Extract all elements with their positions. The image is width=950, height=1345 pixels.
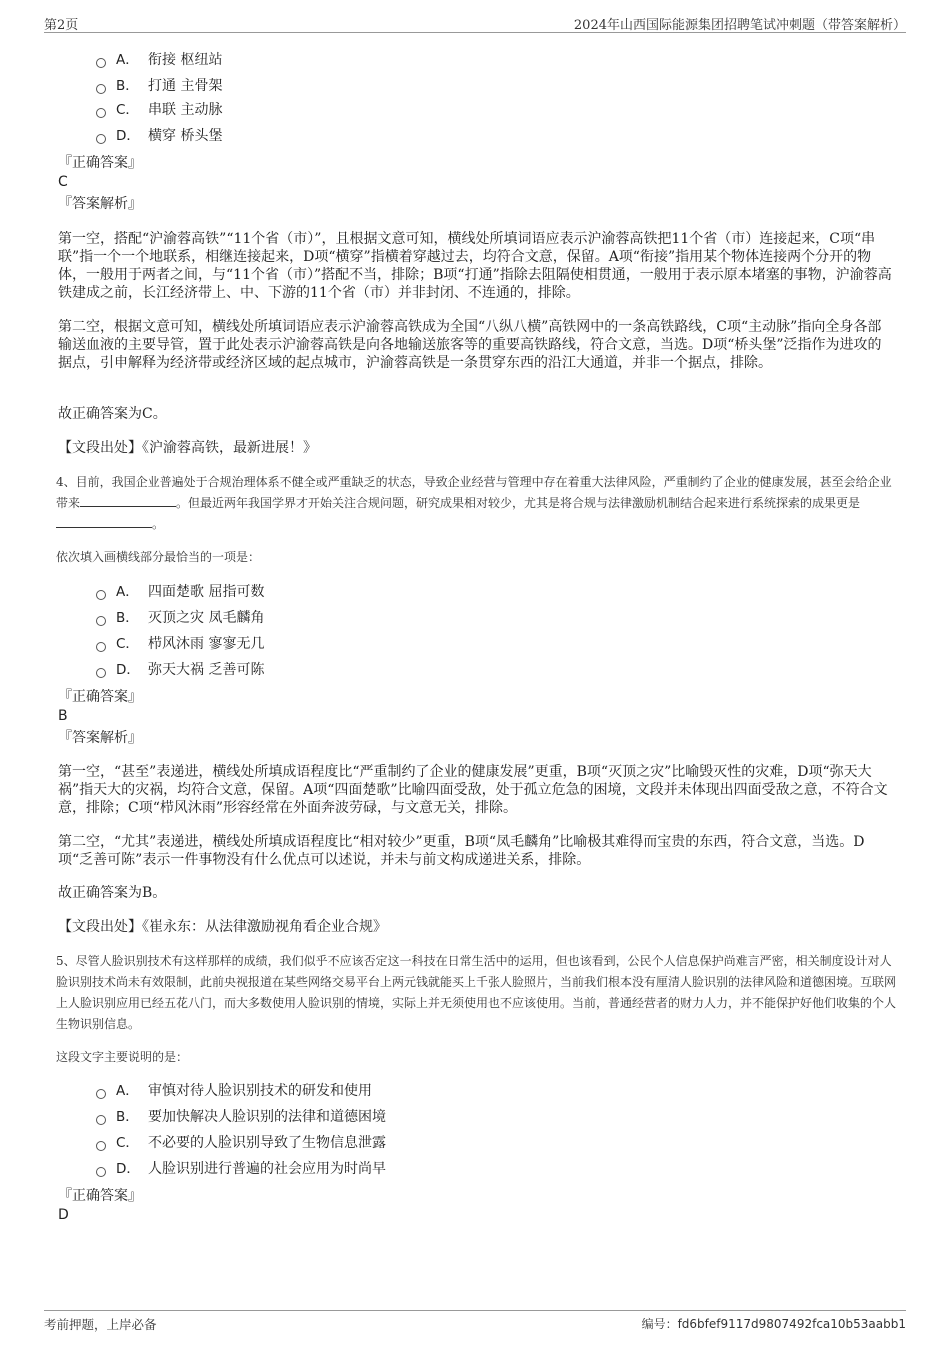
blank-line xyxy=(80,495,176,507)
radio-icon[interactable] xyxy=(96,84,106,94)
q5-answer: D xyxy=(58,1207,69,1223)
q4-answer: B xyxy=(58,708,68,724)
q3-option-c[interactable]: C． 串联 主动脉 xyxy=(96,100,222,120)
q5-option-d[interactable]: D． 人脸识别进行普遍的社会应用为时尚早 xyxy=(96,1159,386,1179)
q3-option-a[interactable]: A． 衔接 枢纽站 xyxy=(96,50,222,70)
q5-prompt: 这段文字主要说明的是： xyxy=(56,1050,189,1064)
radio-icon[interactable] xyxy=(96,616,106,626)
document-id: 编号：fd6bfef9117d9807492fca10b53aabb1 xyxy=(641,1317,906,1331)
q3-analysis-para-2: 第二空，根据文意可知，横线处所填词语应表示沪渝蓉高铁成为全国“八纵八横”高铁网中的一条高铁路线，C项“主动脉”指向全身各部输送血液的主要导管，置于此处表示沪渝蓉高铁是向各地输送旅客等的重要高铁路线，符合文意，当选。D项“桥头堡”泛指作为进攻的据点，引申解释为经济带或经济区域的起点城市，沪渝蓉高铁是一条贯穿东西的沿江大通道，并非一个据点，排除。 xyxy=(58,319,882,371)
q4-source: 【文段出处】《崔永东：从法律激励视角看企业合规》 xyxy=(58,919,387,935)
q5-answer-label: 『正确答案』 xyxy=(58,1188,142,1204)
radio-icon[interactable] xyxy=(96,134,106,144)
q4-prompt: 依次填入画横线部分最恰当的一项是： xyxy=(56,550,261,564)
q3-option-b[interactable]: B． 打通 主骨架 xyxy=(96,76,222,96)
q3-source: 【文段出处】《沪渝蓉高铁，最新进展！》 xyxy=(58,440,317,456)
q5-option-a[interactable]: A． 审慎对待人脸识别技术的研发和使用 xyxy=(96,1081,372,1101)
blank-line xyxy=(56,516,152,528)
radio-icon[interactable] xyxy=(96,642,106,652)
q4-option-b[interactable]: B． 灭顶之灾 凤毛麟角 xyxy=(96,608,264,628)
document-title: 2024年山西国际能源集团招聘笔试冲刺题（带答案解析） xyxy=(573,18,906,33)
q5-stem: 5、尽管人脸识别技术有这样那样的成绩，我们似乎不应该否定这一科技在日常生活中的运用，但也该看到，公民个人信息保护尚难言严密，相关制度设计对人脸识别技术尚未有效限制，此前央视报道在某些网络交易平台上两元钱就能买上千张人脸照片，当前我们根本没有厘清人脸识别的法律风险和道德困境。互联网上人脸识别应用已经五花八门，而大多数使用人脸识别的情境，实际上并无须使用也不应该使用。当前，普通经营者的财力人力，并不能保护好他们收集的个人生物识别信息。 xyxy=(56,954,897,1031)
radio-icon[interactable] xyxy=(96,1089,106,1099)
q4-answer-label: 『正确答案』 xyxy=(58,689,142,705)
q4-analysis-para-1: 第一空，“甚至”表递进，横线处所填成语程度比“严重制约了企业的健康发展”更重，B项“灭顶之灾”比喻毁灭性的灾难，D项“弥天大祸”指天大的灾祸，均符合文意，保留。A项“四面楚歌”比喻四面受敌，处于孤立危急的困境，文段并未体现出四面受敌之意，不符合文意，排除；C项“栉风沐雨”形容经常在外面奔波劳碌，与文意无关，排除。 xyxy=(58,764,888,816)
q3-analysis-para-1: 第一空，搭配“沪渝蓉高铁”“11个省（市）”，且根据文意可知，横线处所填词语应表示沪渝蓉高铁把11个省（市）连接起来，C项“串联”指一个一个地联系，相继连接起来，D项“横穿”指横着穿越过去，均符合文意，保留。A项“衔接”指用某个物体连接两个分开的物体，一般用于两者之间，与“11个省（市）”搭配不当，排除；B项“打通”指除去阻隔使相贯通，一般用于表示原本堵塞的事物，沪渝蓉高铁建成之前，长江经济带上、中、下游的11个省（市）并非封闭、不连通的，排除。 xyxy=(58,231,892,301)
radio-icon[interactable] xyxy=(96,108,106,118)
radio-icon[interactable] xyxy=(96,1115,106,1125)
q5-option-b[interactable]: B． 要加快解决人脸识别的法律和道德困境 xyxy=(96,1107,386,1127)
q3-answer-label: 『正确答案』 xyxy=(58,155,142,171)
q4-stem: 4、目前，我国企业普遍处于合规治理体系不健全或严重缺乏的状态，导致企业经营与管理中存在着重大法律风险，严重制约了企业的健康发展，甚至会给企业带来 。但最近两年我国学界才开始关注合规问题，研究成果相对较少，尤其是将合规与法律激励机制结合起来进行系统探索的成果更是。 xyxy=(56,475,892,531)
radio-icon[interactable] xyxy=(96,590,106,600)
radio-icon[interactable] xyxy=(96,668,106,678)
q3-analysis-conclusion: 故正确答案为C。 xyxy=(58,406,167,422)
page-footer xyxy=(44,1310,906,1332)
radio-icon[interactable] xyxy=(96,1141,106,1151)
footer-slogan: 考前押题，上岸必备 xyxy=(44,1317,157,1332)
q4-option-c[interactable]: C． 栉风沐雨 寥寥无几 xyxy=(96,634,264,654)
page-header xyxy=(44,10,906,33)
radio-icon[interactable] xyxy=(96,1167,106,1177)
q3-analysis-label: 『答案解析』 xyxy=(58,196,142,212)
q4-analysis-label: 『答案解析』 xyxy=(58,730,142,746)
q4-option-a[interactable]: A． 四面楚歌 屈指可数 xyxy=(96,582,264,602)
page-number: 第2页 xyxy=(44,18,79,33)
q5-option-c[interactable]: C． 不必要的人脸识别导致了生物信息泄露 xyxy=(96,1133,386,1153)
q4-option-d[interactable]: D． 弥天大祸 乏善可陈 xyxy=(96,660,264,680)
q4-analysis-para-2: 第二空，“尤其”表递进，横线处所填成语程度比“相对较少”更重，B项“凤毛麟角”比喻极其难得而宝贵的东西，符合文意，当选。D项“乏善可陈”表示一件事物没有什么优点可以述说，并未与前文构成递进关系，排除。 xyxy=(58,834,865,868)
q3-answer: C xyxy=(58,174,68,190)
radio-icon[interactable] xyxy=(96,58,106,68)
q4-analysis-conclusion: 故正确答案为B。 xyxy=(58,885,167,901)
q3-option-d[interactable]: D． 横穿 桥头堡 xyxy=(96,126,222,146)
